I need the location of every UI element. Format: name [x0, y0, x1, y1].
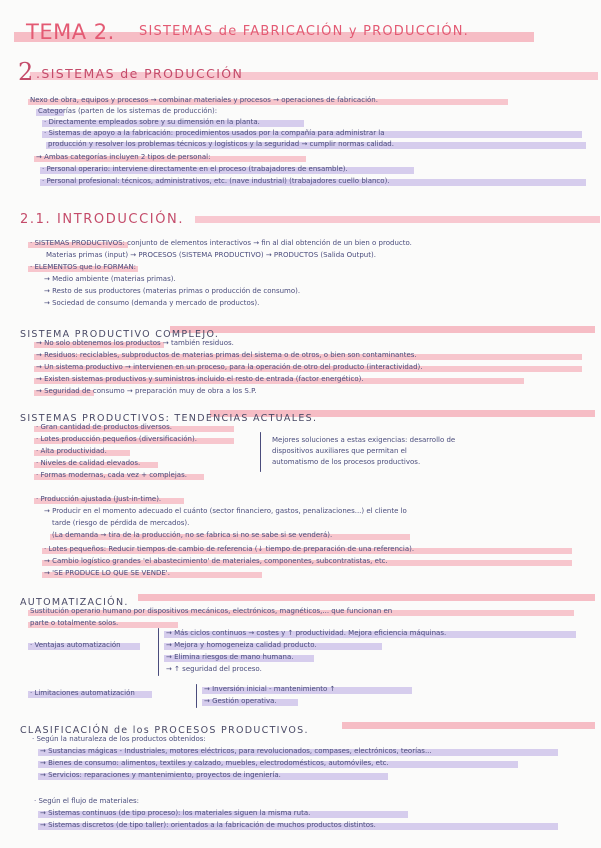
- note-line: → Sistemas continuos (de tipo proceso): los materiales siguen la misma ruta.: [40, 808, 310, 819]
- ventajas-label: · Ventajas automatización: [30, 640, 121, 651]
- note-line: → Medio ambiente (materias primas).: [44, 275, 176, 283]
- note-line: · Gran cantidad de productos diversos.: [36, 422, 172, 433]
- note-line: producción y resolver los problemas técnicos y logísticos y la seguridad → cumplir normas calidad.: [48, 139, 394, 150]
- note-line: → Un sistema productivo → intervienen en un proceso, para la operación de otro del producto (interactividad).: [36, 362, 422, 373]
- note-line: → Residuos: reciclables, subproductos de materias primas del sistema o de otros, o bien son contaminantes.: [36, 350, 417, 361]
- note-line: parte o totalmente solos.: [30, 618, 118, 629]
- section-heading-sistemas-produccion: [18, 58, 598, 86]
- note-line: → Producir en el momento adecuado el cuánto (sector financiero, gastos, penalizaciones...) el cliente lo: [44, 507, 407, 515]
- note-line: → Sociedad de consumo (demanda y mercado de productos).: [44, 299, 260, 307]
- note-line: → Ambas categorías incluyen 2 tipos de personal:: [36, 152, 210, 163]
- note-line: → Bienes de consumo: alimentos, textiles y calzado, muebles, electrodomésticos, automóviles, etc.: [40, 758, 389, 769]
- note-line: → Sistemas discretos (de tipo taller): orientados a la fabricación de muchos productos distintos.: [40, 820, 376, 831]
- note-line: · Producción ajustada (Just-in-time).: [36, 494, 161, 505]
- note-line: → No solo obtenemos los productos → también residuos.: [36, 339, 234, 347]
- section-title: .SISTEMAS de PRODUCCIÓN: [36, 66, 244, 81]
- note-line: → 'SE PRODUCE LO QUE SE VENDE'.: [44, 568, 170, 579]
- page-title: [14, 20, 594, 46]
- subheading-automatizacion: AUTOMATIZACIÓN.: [20, 590, 595, 604]
- note-line: → Seguridad de consumo → preparación muy de obra a los S.P.: [36, 387, 257, 395]
- note-line: · Niveles de calidad elevados.: [36, 458, 140, 469]
- note-line: Sustitución operario humano por dispositivos mecánicos, electrónicos, magnéticos,... que funcionan en: [30, 606, 392, 617]
- note-line: → Inversión inicial - mantenimiento ↑: [204, 684, 335, 695]
- title-main: TEMA 2.: [26, 20, 115, 44]
- subheading-clasificacion: CLASIFICACIÓN de los PROCESOS PRODUCTIVOS.: [20, 718, 595, 732]
- note-line: · Directamente empleados sobre y su dimensión en la planta.: [44, 117, 260, 128]
- section-heading-introduccion: 2.1. INTRODUCCIÓN.: [20, 208, 600, 230]
- note-line: · Según la naturaleza de los productos obtenidos:: [32, 735, 206, 743]
- note-line: · Personal operario: interviene directamente en el proceso (trabajadores de ensamble).: [42, 164, 348, 175]
- note-line: · Según el flujo de materiales:: [34, 797, 140, 805]
- note-line: · Alta productividad.: [36, 446, 107, 457]
- section-number: 2: [18, 58, 34, 86]
- note-line: → Existen sistemas productivos y suministros incluido el resto de entrada (factor energético).: [36, 374, 364, 385]
- note-line: → Mejora y homogeneiza calidad producto.: [166, 640, 317, 651]
- subheading-tendencias: SISTEMAS PRODUCTIVOS: TENDENCIAS ACTUALES.: [20, 406, 595, 420]
- tendencias-solution: Mejores soluciones a estas exigencias: desarrollo de dispositivos auxiliares que permitan el automatismo de los procesos productivos.: [272, 436, 456, 466]
- brace: [196, 684, 197, 708]
- note-line: Nexo de obra, equipos y procesos → combinar materiales y procesos → operaciones de fabricación.: [30, 95, 378, 106]
- note-line: · Formas modernas, cada vez + complejas.: [36, 470, 187, 481]
- note-line: → Elimina riesgos de mano humana.: [166, 652, 293, 663]
- note-line: tarde (riesgo de pérdida de mercados).: [52, 519, 190, 527]
- note-line: → ↑ seguridad del proceso.: [166, 665, 262, 673]
- note-line: → Gestión operativa.: [204, 696, 277, 707]
- brace: [158, 628, 159, 676]
- note-line: · Sistemas de apoyo a la fabricación: procedimientos usados por la compañía para administrar la: [44, 128, 385, 139]
- note-line: Materias primas (input) → PROCESOS (SISTEMA PRODUCTIVO) → PRODUCTOS (Salida Output).: [46, 251, 376, 259]
- title-rest: SISTEMAS de FABRICACIÓN y PRODUCCIÓN.: [139, 24, 470, 39]
- note-line: · Lotes pequeños: Reducir tiempos de cambio de referencia (↓ tiempo de preparación de una referencia).: [44, 544, 414, 555]
- limitaciones-label: · Limitaciones automatización: [30, 688, 135, 699]
- subheading-complejo: SISTEMA PRODUCTIVO COMPLEJO.: [20, 322, 595, 336]
- note-line: · SISTEMAS PRODUCTIVOS: conjunto de elementos interactivos → fin al dial obtención de un bien o producto.: [30, 239, 412, 247]
- note-line: → Cambio logístico grandes 'el abastecimiento' de materiales, componentes, subcontratistas, etc.: [44, 556, 388, 567]
- note-line: (La demanda → tira de la producción, no se fabrica si no se sabe si se venderá).: [52, 530, 332, 541]
- note-line: · Personal profesional: técnicos, administrativos, etc. (nave industrial) (trabajadores cuello blanco).: [42, 176, 390, 187]
- note-line: → Servicios: reparaciones y mantenimiento, proyectos de ingeniería.: [40, 770, 281, 781]
- note-line: Categorías (parten de los sistemas de producción):: [38, 107, 218, 115]
- note-line: · ELEMENTOS que lo FORMAN:: [30, 263, 137, 271]
- note-line: · Lotes producción pequeños (diversificación).: [36, 434, 197, 445]
- note-line: → Más ciclos continuos → costes y ↑ productividad. Mejora eficiencia máquinas.: [166, 628, 446, 639]
- note-line: → Resto de sus productores (materias primas o producción de consumo).: [44, 287, 301, 295]
- brace: [260, 432, 261, 472]
- note-line: → Sustancias mágicas - Industriales, motores eléctricos, para revolucionados, compases, electrónicos, teorías...: [40, 746, 432, 757]
